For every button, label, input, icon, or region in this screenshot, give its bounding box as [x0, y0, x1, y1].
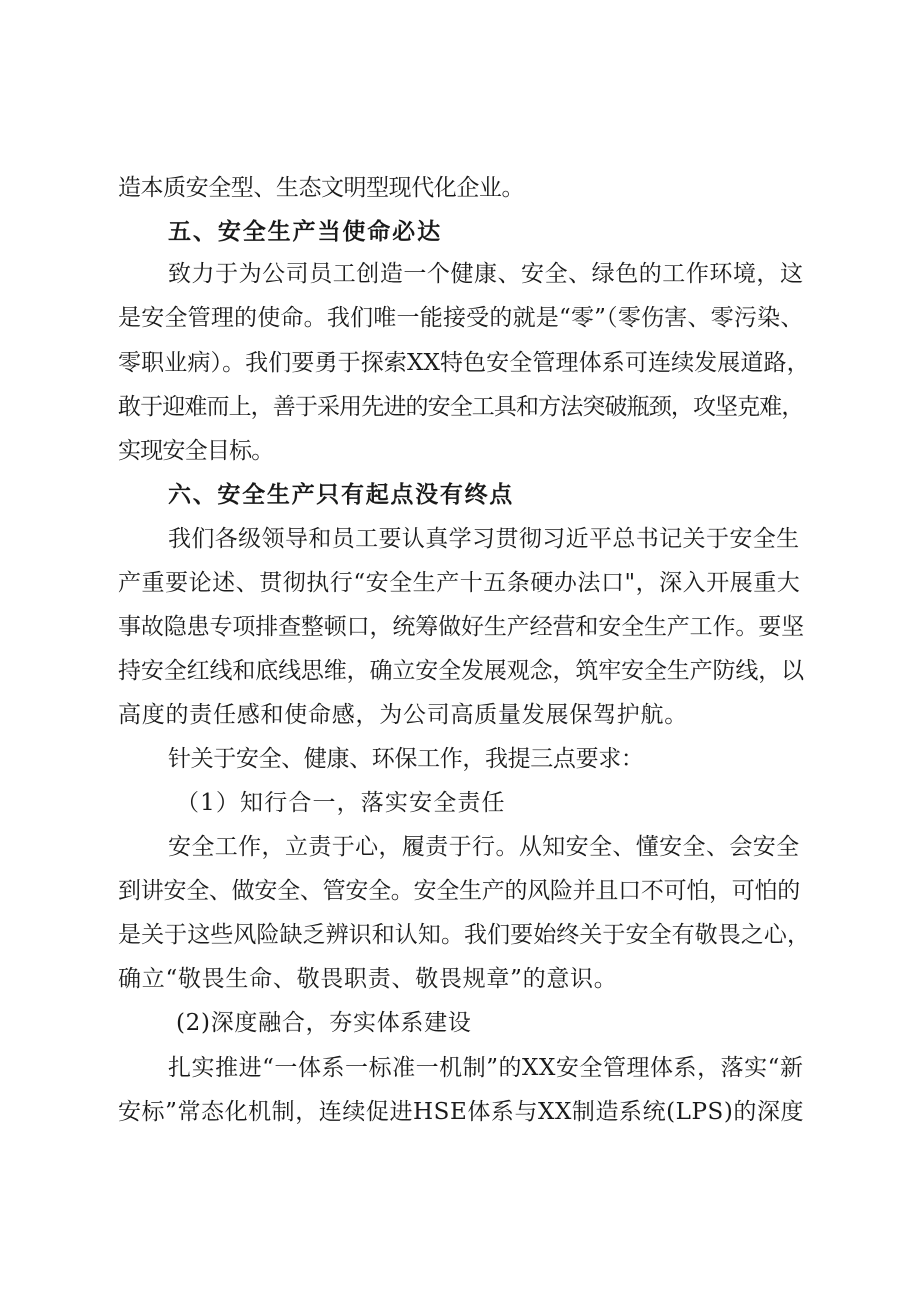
body-text-line: 扎实推进“一体系一标准一机制”的XX安全管理体系，落实“新 — [168, 1055, 804, 1081]
body-text-line: 是安全管理的使命。我们唯一能接受的就是“零”（零伤害、零污染、 — [118, 305, 804, 331]
section-heading-6: 六、安全生产只有起点没有终点 — [168, 482, 514, 508]
body-text-line: 高度的责任感和使命感，为公司高质量发展保驾护航。 — [118, 702, 688, 728]
body-text-line: 造本质安全型、生态文明型现代化企业。 — [118, 175, 525, 201]
body-text-line: 我们各级领导和员工要认真学习贯彻习近平总书记关于安全生 — [168, 526, 800, 552]
body-text-line: 到讲安全、做安全、管安全。安全生产的风险并且口不可怕，可怕的 — [118, 878, 800, 904]
body-text-line: 产重要论述、贯彻执行“安全生产十五条硬办法口"，深入开展重大 — [118, 570, 801, 596]
body-text-line: 实现安全目标。 — [118, 438, 274, 464]
body-text-line: 持安全红线和底线思维，确立安全发展观念，筑牢安全生产防线，以 — [118, 658, 805, 684]
body-text-line: 致力于为公司员工创造一个健康、安全、绿色的工作环境，这 — [168, 261, 804, 287]
section-heading-5: 五、安全生产当使命必达 — [168, 219, 442, 245]
subsection-heading-1: （1）知行合一，落实安全责任 — [176, 790, 506, 816]
body-text-line: 安标”常态化机制，连续促进HSE体系与XX制造系统(LPS)的深度 — [118, 1099, 805, 1125]
body-text-line: 事故隐患专项排查整顿口，统筹做好生产经营和安全生产工作。要坚 — [118, 614, 805, 640]
body-text-line: 敢于迎难而上，善于采用先进的安全工具和方法突破瓶颈，攻坚克难， — [118, 394, 804, 420]
body-text-line: 针关于安全、健康、环保工作，我提三点要求： — [168, 746, 644, 772]
body-text-line: 零职业病）。我们要勇于探索XX特色安全管理体系可连续发展道路， — [118, 350, 810, 376]
body-text-line: 确立“敬畏生命、敬畏职责、敬畏规章”的意识。 — [118, 966, 618, 992]
body-text-line: 是关于这些风险缺乏辨识和认知。我们要始终关于安全有敬畏之心， — [118, 922, 811, 948]
subsection-heading-2: (2)深度融合，夯实体系建设 — [176, 1010, 472, 1036]
body-text-line: 安全工作，立责于心，履责于行。从知安全、懂安全、会安全 — [168, 834, 800, 860]
